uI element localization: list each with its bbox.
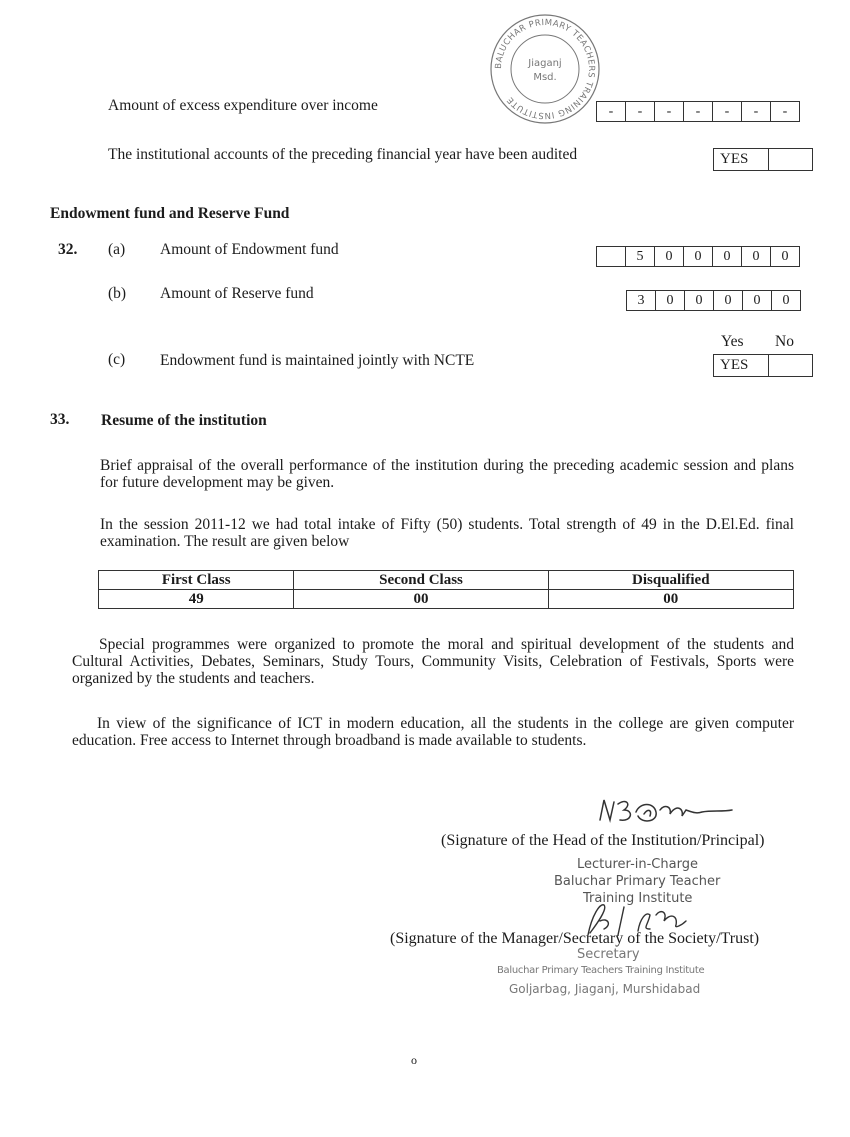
excess-expenditure-box: - xyxy=(770,101,800,122)
resume-heading: Resume of the institution xyxy=(101,412,267,429)
excess-expenditure-box: - xyxy=(596,101,626,122)
endowment-heading: Endowment fund and Reserve Fund xyxy=(50,205,290,222)
endowment-fund-box: 0 xyxy=(654,246,684,267)
resume-instruction: Brief appraisal of the overall performance of the institution during the preceding academic session and plans for future development may be given. xyxy=(100,457,794,491)
audited-no-cell xyxy=(768,148,813,171)
endowment-fund-boxes xyxy=(596,246,800,267)
reserve-fund-box: 0 xyxy=(684,290,714,311)
reserve-fund-box: 0 xyxy=(742,290,772,311)
ncte-answer-box xyxy=(713,354,813,377)
header-first-class: First Class xyxy=(99,571,294,590)
ncte-answer: YES xyxy=(713,354,769,377)
page-number: o xyxy=(411,1053,417,1067)
endowment-fund-box xyxy=(596,246,626,267)
ict-text: In view of the significance of ICT in modern education, all the students in the college are given computer education. Free access to Internet through broadband is made available to students. xyxy=(72,715,794,749)
value-first-class: 49 xyxy=(99,590,294,609)
endowment-fund-box: 5 xyxy=(625,246,655,267)
excess-expenditure-box: - xyxy=(625,101,655,122)
no-column-header: No xyxy=(775,333,794,350)
header-disqualified: Disqualified xyxy=(548,571,793,590)
seal-ring-text: BALUCHAR PRIMARY TEACHERS TRAINING INSTITUTE xyxy=(493,17,597,121)
item-33-number: 33. xyxy=(50,411,70,428)
endowment-fund-box: 0 xyxy=(683,246,713,267)
manager-signature-caption: (Signature of the Manager/Secretary of the Society/Trust) xyxy=(390,930,760,947)
seal-center-line2: Msd. xyxy=(533,72,557,83)
reserve-fund-box: 0 xyxy=(713,290,743,311)
endowment-fund-label: Amount of Endowment fund xyxy=(160,241,339,258)
value-second-class: 00 xyxy=(294,590,548,609)
seal-center-line1: Jiaganj xyxy=(528,58,562,69)
excess-expenditure-box: - xyxy=(741,101,771,122)
endowment-fund-box: 0 xyxy=(741,246,771,267)
audited-answer: YES xyxy=(713,148,769,171)
item-32a-letter: (a) xyxy=(108,241,126,258)
reserve-fund-label: Amount of Reserve fund xyxy=(160,285,314,302)
head-stamp-line-1: Lecturer-in-Charge xyxy=(577,857,698,872)
reserve-fund-box: 3 xyxy=(626,290,656,311)
results-table xyxy=(98,570,794,609)
excess-expenditure-boxes xyxy=(596,101,800,122)
item-32b-letter: (b) xyxy=(108,285,127,302)
session-summary: In the session 2011-12 we had total intake of Fifty (50) students. Total strength of 49 in the D.El.Ed. final examination. The result are given below xyxy=(100,516,794,550)
ncte-no-cell xyxy=(768,354,813,377)
audited-label: The institutional accounts of the preceding financial year have been audited xyxy=(108,146,578,163)
manager-stamp-line-1: Secretary xyxy=(577,947,640,962)
excess-expenditure-box: - xyxy=(654,101,684,122)
header-second-class: Second Class xyxy=(294,571,548,590)
yes-column-header: Yes xyxy=(721,333,744,350)
item-32c-letter: (c) xyxy=(108,351,126,368)
excess-expenditure-label: Amount of excess expenditure over income xyxy=(108,97,378,114)
value-disqualified: 00 xyxy=(548,590,793,609)
principal-signature-caption: (Signature of the Head of the Institution/Principal) xyxy=(441,832,765,849)
excess-expenditure-box: - xyxy=(712,101,742,122)
results-value-row xyxy=(99,590,794,609)
manager-stamp-line-2: Baluchar Primary Teachers Training Institute xyxy=(497,965,705,976)
reserve-fund-box: 0 xyxy=(771,290,801,311)
audited-answer-box xyxy=(713,148,813,171)
reserve-fund-boxes xyxy=(626,290,801,311)
endowment-fund-box: 0 xyxy=(712,246,742,267)
head-stamp-line-2: Baluchar Primary Teacher xyxy=(554,874,721,889)
results-header-row xyxy=(99,571,794,590)
endowment-fund-box: 0 xyxy=(770,246,800,267)
institution-seal xyxy=(488,12,602,126)
head-stamp-line-3: Training Institute xyxy=(583,891,693,906)
excess-expenditure-box: - xyxy=(683,101,713,122)
manager-stamp-line-3: Goljarbag, Jiaganj, Murshidabad xyxy=(509,982,701,996)
reserve-fund-box: 0 xyxy=(655,290,685,311)
ncte-joint-label: Endowment fund is maintained jointly with NCTE xyxy=(160,352,475,369)
item-32-number: 32. xyxy=(58,241,78,258)
special-programmes-text: Special programmes were organized to promote the moral and spiritual development of the students and Cultural Activities, Debates, Seminars, Study Tours, Community Visits, Celebration of Festivals, Sports were organized by the students and teachers. xyxy=(72,636,794,687)
